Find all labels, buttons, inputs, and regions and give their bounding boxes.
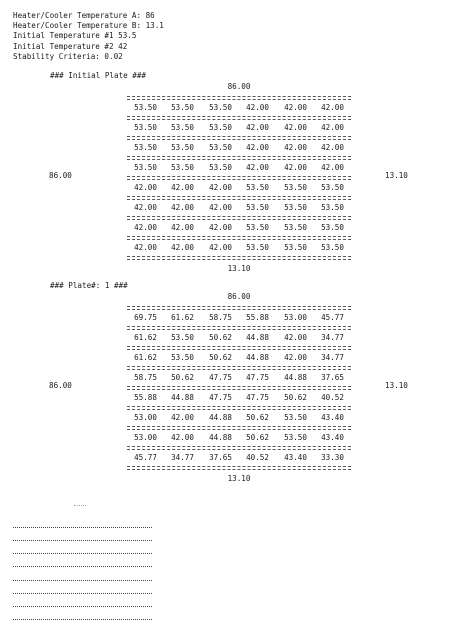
grid-cell: 42.00 [171, 183, 194, 192]
plate-title: ### Plate#: 1 ### [50, 281, 128, 290]
grid-cell: 53.50 [134, 143, 157, 152]
grid-cell: 50.62 [209, 353, 232, 362]
grid-row [127, 366, 351, 386]
grid-cell: 53.50 [284, 203, 307, 212]
grid-cell: 50.62 [284, 393, 307, 402]
grid-cell: 44.88 [171, 393, 194, 402]
grid-cell: 53.50 [134, 163, 157, 172]
grid-cell: 53.00 [134, 433, 157, 442]
grid-cell: 42.00 [284, 333, 307, 342]
plate-bottom-temperature: 13.10 [227, 474, 251, 483]
grid-cell: 53.50 [171, 333, 194, 342]
grid-cell: 42.00 [284, 353, 307, 362]
grid-cell: 42.00 [134, 243, 157, 252]
grid-cell: 43.40 [284, 453, 307, 462]
grid-cell: 42.00 [284, 103, 307, 112]
grid-cell: 42.00 [171, 433, 194, 442]
grid-cell: 53.50 [209, 163, 232, 172]
grid-cell: 34.77 [321, 333, 344, 342]
grid-cell: 37.65 [209, 453, 232, 462]
grid-cell: 53.50 [171, 163, 194, 172]
plate-title: ### Initial Plate ### [50, 71, 147, 80]
grid-row [127, 306, 351, 326]
blank-line [13, 566, 152, 567]
grid-cell: 50.62 [171, 373, 194, 382]
grid-cell: 58.75 [209, 313, 232, 322]
grid-cell: 44.88 [209, 433, 232, 442]
grid-cell: 53.50 [321, 183, 344, 192]
grid-cell: 44.88 [209, 413, 232, 422]
grid-cell: 33.30 [321, 453, 344, 462]
grid-cell: 53.50 [284, 413, 307, 422]
blank-line [13, 619, 152, 620]
grid-cell: 44.88 [246, 353, 269, 362]
grid-row [127, 326, 351, 346]
grid-cell: 44.88 [284, 373, 307, 382]
grid-cell: 42.00 [284, 163, 307, 172]
plate-bottom-temperature: 13.10 [227, 264, 251, 273]
grid-cell: 42.00 [321, 103, 344, 112]
initial-temp-2-line: Initial Temperature #2 42 [13, 41, 128, 51]
grid-bottom-rule [127, 466, 351, 467]
grid-cell: 53.50 [284, 223, 307, 232]
grid-cell: 42.00 [134, 223, 157, 232]
grid-cell: 34.77 [171, 453, 194, 462]
blank-line [13, 606, 152, 607]
grid-row [127, 136, 351, 156]
grid-cell: 34.77 [321, 353, 344, 362]
stability-criteria-line: Stability Criteria: 0.02 [13, 51, 123, 61]
grid-cell: 53.50 [171, 103, 194, 112]
grid-row [127, 216, 351, 236]
grid-cell: 40.52 [321, 393, 344, 402]
grid-cell: 45.77 [134, 453, 157, 462]
grid-cell: 42.00 [246, 123, 269, 132]
grid-cell: 55.88 [134, 393, 157, 402]
grid-cell: 42.00 [209, 223, 232, 232]
grid-cell: 47.75 [246, 393, 269, 402]
grid-row [127, 116, 351, 136]
grid-cell: 53.50 [209, 123, 232, 132]
plate-right-temperature: 13.10 [385, 381, 408, 390]
grid-cell: 43.40 [321, 413, 344, 422]
grid-cell: 61.62 [134, 333, 157, 342]
blank-line [13, 580, 152, 581]
grid-row [127, 346, 351, 366]
grid-cell: 53.50 [209, 143, 232, 152]
grid-row [127, 96, 351, 116]
grid-cell: 42.00 [209, 203, 232, 212]
blank-line [13, 540, 152, 541]
grid-cell: 53.50 [321, 223, 344, 232]
grid-cell: 53.50 [134, 123, 157, 132]
grid-cell: 42.00 [134, 183, 157, 192]
grid-row [127, 446, 351, 466]
grid-cell: 53.00 [284, 313, 307, 322]
heater-b-line: Heater/Cooler Temperature B: 13.1 [13, 21, 164, 31]
plate-left-temperature: 86.00 [49, 171, 72, 180]
blank-line [13, 553, 152, 554]
stray-mark [74, 505, 86, 506]
grid-cell: 44.88 [246, 333, 269, 342]
grid-row [127, 196, 351, 216]
grid-cell: 61.62 [171, 313, 194, 322]
grid-cell: 53.50 [321, 203, 344, 212]
grid-cell: 42.00 [246, 103, 269, 112]
grid-cell: 53.50 [284, 183, 307, 192]
grid-cell: 47.75 [246, 373, 269, 382]
grid-cell: 58.75 [134, 373, 157, 382]
grid-cell: 50.62 [246, 413, 269, 422]
grid-cell: 53.50 [246, 223, 269, 232]
grid-cell: 43.40 [321, 433, 344, 442]
grid-cell: 42.00 [321, 163, 344, 172]
grid-cell: 42.00 [171, 223, 194, 232]
grid-cell: 42.00 [284, 143, 307, 152]
grid-cell: 37.65 [321, 373, 344, 382]
grid-cell: 53.50 [284, 243, 307, 252]
grid-cell: 50.62 [246, 433, 269, 442]
grid-cell: 42.00 [321, 143, 344, 152]
grid-cell: 53.50 [171, 143, 194, 152]
initial-temp-1-line: Initial Temperature #1 53.5 [13, 31, 137, 41]
grid-cell: 53.50 [134, 103, 157, 112]
grid-row [127, 236, 351, 256]
grid-row [127, 176, 351, 196]
grid-cell: 42.00 [171, 203, 194, 212]
grid-cell: 42.00 [171, 243, 194, 252]
grid-cell: 42.00 [209, 183, 232, 192]
grid-cell: 47.75 [209, 393, 232, 402]
plate-left-temperature: 86.00 [49, 381, 72, 390]
grid-row [127, 386, 351, 406]
grid-row [127, 156, 351, 176]
grid-cell: 40.52 [246, 453, 269, 462]
grid-cell: 53.50 [246, 203, 269, 212]
grid-cell: 53.50 [171, 123, 194, 132]
plate-right-temperature: 13.10 [385, 171, 408, 180]
blank-line [13, 593, 152, 594]
grid-cell: 53.00 [134, 413, 157, 422]
grid-cell: 45.77 [321, 313, 344, 322]
grid-cell: 55.88 [246, 313, 269, 322]
grid-bottom-rule [127, 256, 351, 257]
heater-a-line: Heater/Cooler Temperature A: 86 [13, 11, 155, 20]
grid-cell: 42.00 [246, 143, 269, 152]
grid-cell: 42.00 [284, 123, 307, 132]
plate-top-temperature: 86.00 [227, 82, 251, 91]
grid-cell: 47.75 [209, 373, 232, 382]
blank-line [13, 527, 152, 528]
grid-cell: 53.50 [209, 103, 232, 112]
grid-cell: 53.50 [171, 353, 194, 362]
parameters-header [13, 11, 164, 62]
grid-cell: 61.62 [134, 353, 157, 362]
grid-cell: 42.00 [246, 163, 269, 172]
grid-cell: 42.00 [171, 413, 194, 422]
grid-cell: 53.50 [321, 243, 344, 252]
grid-cell: 53.50 [284, 433, 307, 442]
grid-cell: 50.62 [209, 333, 232, 342]
grid-row [127, 426, 351, 446]
grid-cell: 53.50 [246, 183, 269, 192]
grid-cell: 42.00 [209, 243, 232, 252]
grid-cell: 42.00 [321, 123, 344, 132]
grid-cell: 69.75 [134, 313, 157, 322]
plate-top-temperature: 86.00 [227, 292, 251, 301]
grid-cell: 53.50 [246, 243, 269, 252]
grid-cell: 42.00 [134, 203, 157, 212]
grid-row [127, 406, 351, 426]
